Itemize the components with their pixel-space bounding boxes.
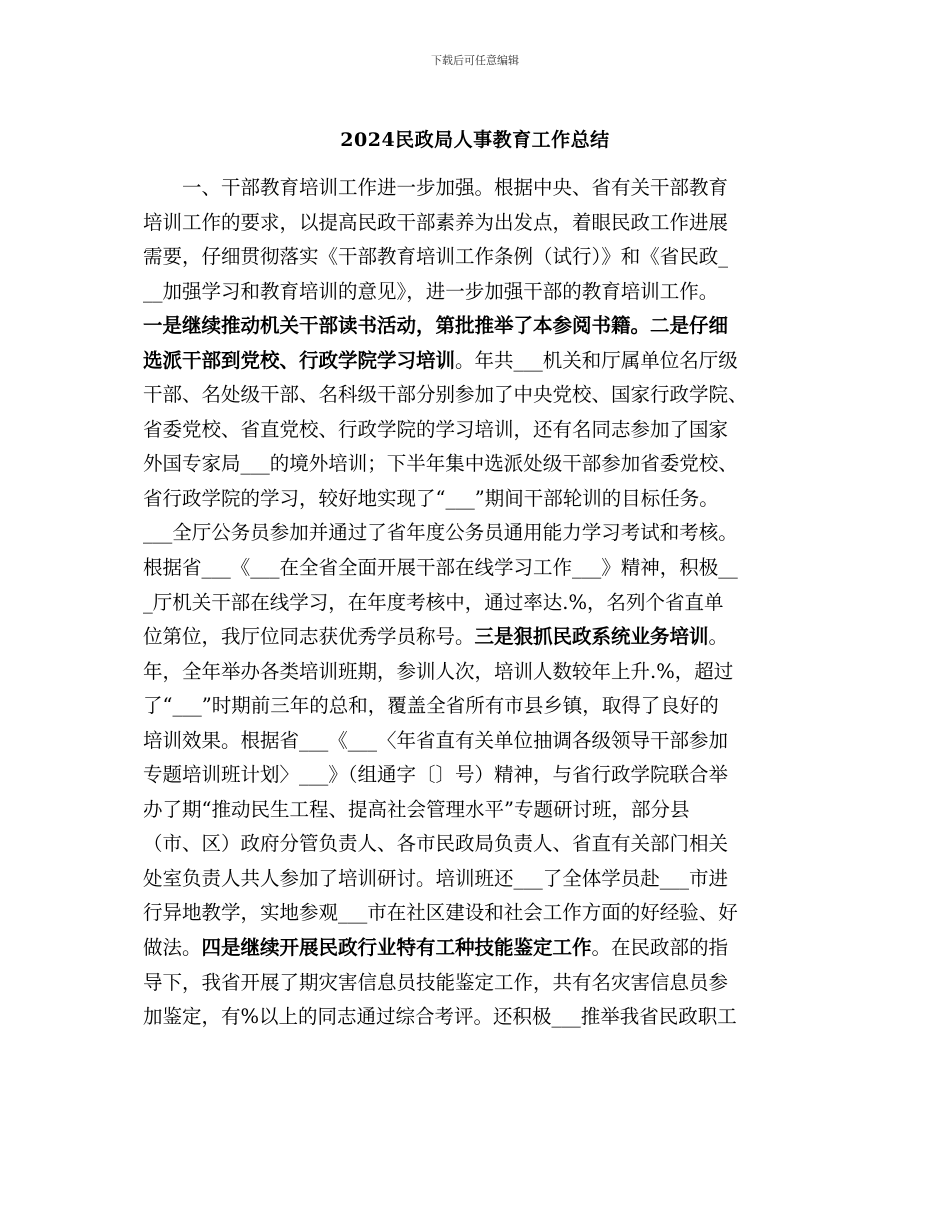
document-body — [143, 171, 833, 1035]
bold-text-segment: 选派干部到党校、行政学院学习培训 — [143, 348, 456, 372]
text-segment: 年，全年举办各类培训班期，参训人次，培训人数较年上升.%，超过 — [143, 659, 734, 683]
text-line — [143, 1000, 833, 1035]
text-line — [143, 827, 833, 862]
text-segment: 培训效果。根据省___《___〈年省直有关单位抽调各级领导干部参加 — [143, 728, 729, 752]
text-line — [143, 447, 833, 482]
page-header: 下载后可任意编辑 — [431, 54, 519, 67]
text-line — [143, 793, 833, 828]
text-segment: 。在民政部的指 — [591, 936, 729, 960]
text-segment: 一、干部教育培训工作进一步加强。根据中央、省有关干部教育 — [182, 176, 729, 199]
text-segment: 导下，我省开展了期灾害信息员技能鉴定工作，共有名灾害信息员参 — [143, 970, 729, 994]
text-segment: 省行政学院的学习，较好地实现了“___”期间干部轮训的目标任务。 — [143, 486, 719, 510]
text-segment: _厅机关干部在线学习，在年度考核中，通过率达.%，名列个省直单 — [143, 590, 724, 614]
text-segment: （市、区）政府分管负责人、各市民政局负责人、省直有关部门相关 — [143, 832, 729, 856]
text-line — [143, 482, 833, 517]
bold-text-segment: 一是继续推动机关干部读书活动，第批推举了本参阅书籍。二是仔细 — [143, 314, 729, 338]
text-line — [143, 689, 833, 724]
text-line — [143, 931, 833, 966]
text-segment: 省委党校、省直党校、行政学院的学习培训，还有名同志参加了国家 — [143, 417, 729, 441]
text-segment: 。年共___机关和厅属单位名厅级 — [455, 348, 738, 372]
text-line — [143, 862, 833, 897]
text-segment: 了“___”时期前三年的总和，覆盖全省所有市县乡镇，取得了良好的 — [143, 694, 719, 718]
text-line — [143, 206, 833, 241]
bold-text-segment: 三是狠抓民政系统业务培训 — [474, 625, 709, 649]
text-segment: 培训工作的要求，以提高民政干部素养为出发点，着眼民政工作进展 — [143, 210, 729, 234]
text-segment: 做法。 — [143, 936, 202, 960]
text-line — [143, 724, 833, 759]
text-segment: 办了期“推动民生工程、提高社会管理水平”专题研讨班，部分县 — [143, 797, 690, 821]
text-line — [143, 516, 833, 551]
text-segment: 干部、名处级干部、名科级干部分别参加了中央党校、国家行政学院、 — [143, 383, 748, 407]
text-segment: __加强学习和教育培训的意见》，进一步加强干部的教育培训工作。 — [143, 279, 719, 303]
text-segment: 。 — [708, 625, 729, 649]
bold-text-segment: 四是继续开展民政行业特有工种技能鉴定工作 — [201, 936, 592, 960]
text-line — [143, 896, 833, 931]
text-line — [143, 171, 833, 206]
text-line — [143, 551, 833, 586]
document-title: 2024民政局人事教育工作总结 — [340, 129, 610, 151]
text-segment: 专题培训班计划〉___》（组通字〔〕号）精神，与省行政学院联合举 — [143, 763, 729, 787]
text-line — [143, 378, 833, 413]
text-line — [143, 413, 833, 448]
text-segment: 处室负责人共人参加了培训研讨。培训班还___了全体学员赴___市进 — [143, 866, 729, 890]
text-segment: 外国专家局___的境外培训；下半年集中选派处级干部参加省委党校、 — [143, 452, 738, 476]
text-segment: 根据省___《___在全省全面开展干部在线学习工作___》精神，积极__ — [143, 556, 738, 580]
text-line — [143, 966, 833, 1001]
text-segment: 位第位，我厅位同志获优秀学员称号。 — [143, 625, 475, 649]
text-line — [143, 586, 833, 621]
text-line — [143, 309, 833, 344]
text-segment: 行异地教学，实地参观___市在社区建设和社会工作方面的好经验、好 — [143, 901, 738, 925]
text-line — [143, 240, 833, 275]
text-segment: ___全厅公务员参加并通过了省年度公务员通用能力学习考试和考核。 — [143, 521, 738, 545]
text-line — [143, 655, 833, 690]
text-line — [143, 275, 833, 310]
text-segment: 需要，仔细贯彻落实《干部教育培训工作条例（试行）》和《省民政_ — [143, 245, 729, 269]
text-segment: 加鉴定，有%以上的同志通过综合考评。还积极___推举我省民政职工 — [143, 1005, 737, 1029]
text-line — [143, 758, 833, 793]
text-line — [143, 344, 833, 379]
text-line — [143, 620, 833, 655]
